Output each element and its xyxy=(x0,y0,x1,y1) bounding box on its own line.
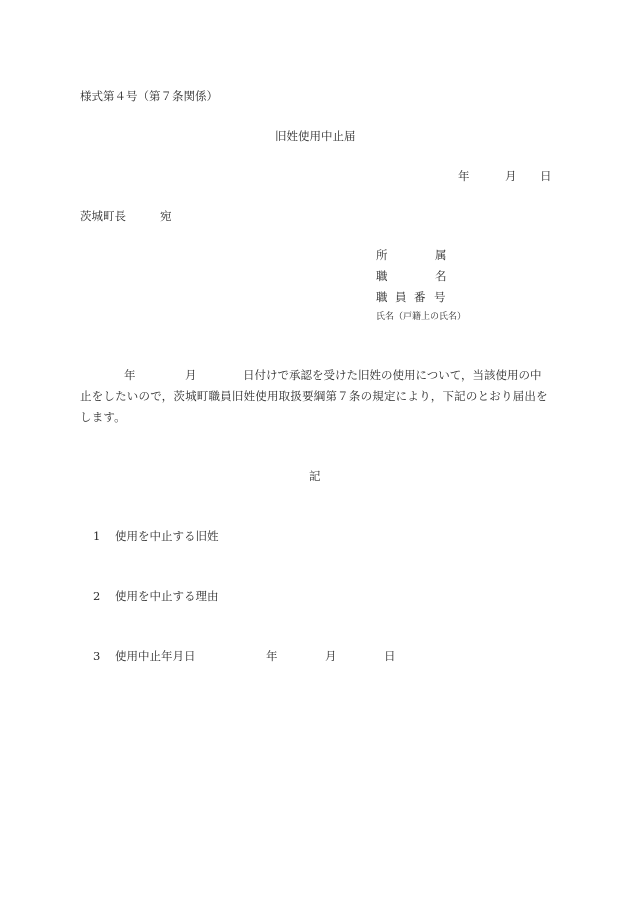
date-month-label: 月 xyxy=(505,169,517,183)
date-year-label: 年 xyxy=(458,169,470,183)
body-line-2: 止をしたいので，茨城町職員旧姓使用取扱要綱第７条の規定により，下記のとおり届出を xyxy=(80,389,548,403)
position-label-2: 名 xyxy=(435,269,447,283)
addressee-name: 茨城町長 xyxy=(80,209,126,223)
ki-heading: 記 xyxy=(309,469,321,483)
item-number: 2 xyxy=(93,589,101,603)
item-number: 1 xyxy=(93,529,101,543)
body-line-1: 日付けで承認を受けた旧姓の使用について，当該使用の中 xyxy=(243,368,542,382)
addressee-honorific: 宛 xyxy=(160,209,172,223)
name-label: 氏名（戸籍上の氏名） xyxy=(376,312,467,322)
document-title: 旧姓使用中止届 xyxy=(275,129,356,143)
body-month-label: 月 xyxy=(185,368,197,382)
position-label-1: 職 xyxy=(376,269,388,283)
body-year-label: 年 xyxy=(124,368,136,382)
date-day-label: 日 xyxy=(540,169,552,183)
affiliation-label-2: 属 xyxy=(435,248,447,262)
body-line-3: します。 xyxy=(80,410,126,424)
item-label: 使用を中止する理由 xyxy=(115,589,219,603)
item-label: 使用を中止する旧姓 xyxy=(115,529,219,543)
affiliation-label-1: 所 xyxy=(376,248,388,262)
employee-number-char-1: 職 xyxy=(376,290,388,304)
employee-number-char-3: 番 xyxy=(414,290,426,304)
employee-number-char-2: 員 xyxy=(395,290,407,304)
item-day-label: 日 xyxy=(384,649,396,663)
item-year-label: 年 xyxy=(266,649,278,663)
item-number: 3 xyxy=(93,649,101,663)
item-label: 使用中止年月日 xyxy=(115,649,196,663)
form-number: 様式第４号（第７条関係） xyxy=(80,89,218,103)
employee-number-char-4: 号 xyxy=(434,290,446,304)
item-month-label: 月 xyxy=(325,649,337,663)
